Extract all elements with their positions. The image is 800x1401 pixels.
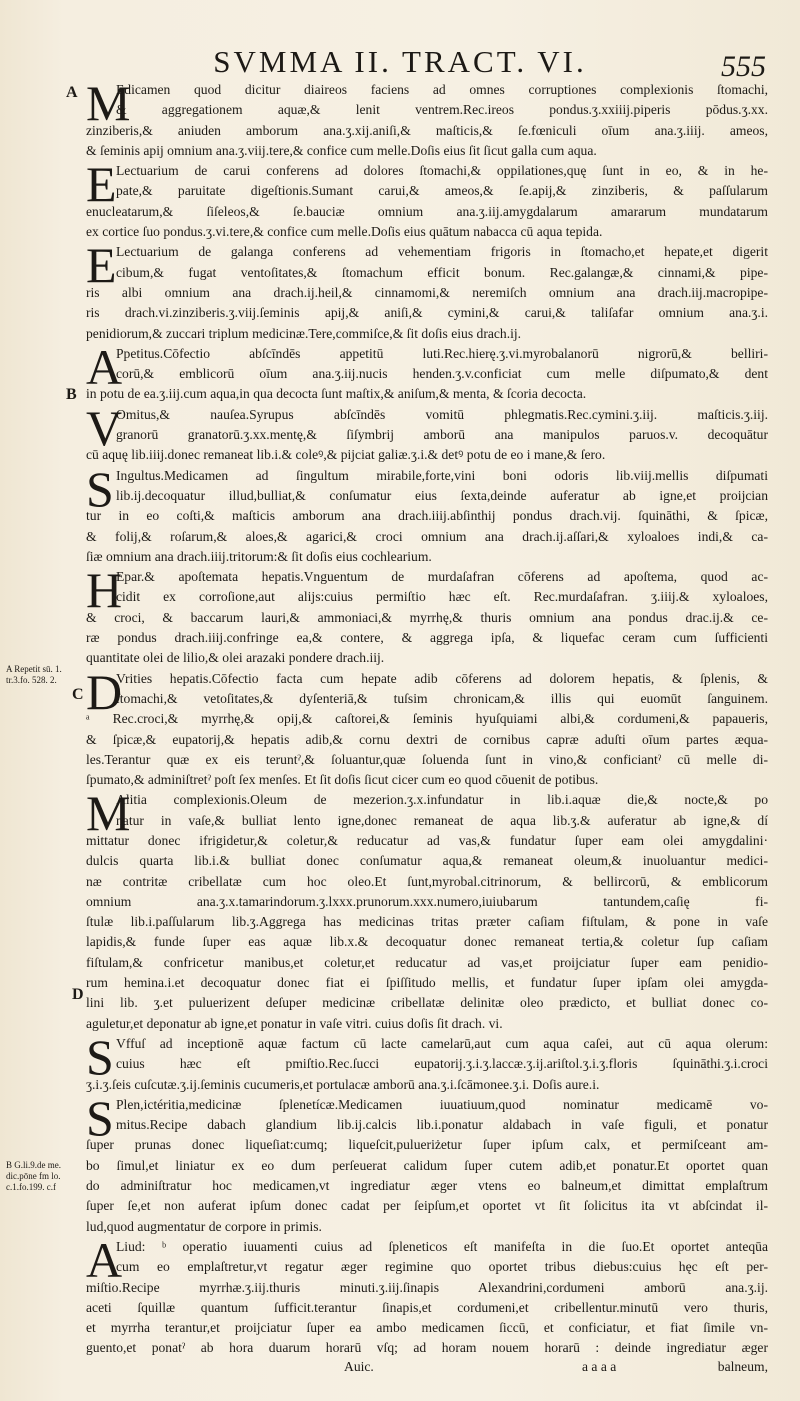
text-line: Liud: ᵇ operatio iuuamenti cuius ad ſpleneticos eſt manifeſta in die ſuo.Et oportet anteqūa bbox=[116, 1238, 768, 1254]
catchword-left: Auic. bbox=[344, 1359, 374, 1374]
drop-capital: D bbox=[86, 663, 123, 720]
text-line: & croci, & baccarum lauri,& ammoniaci,& myrrhę,& thuris omnium ana pondus drac.ij.& ce- bbox=[86, 609, 768, 625]
text-line: ſtulæ lib.i.paſſularum lib.ʒ.Aggrega has medicinas tritas præter caſiam fiſtulam, & pone in vaſe bbox=[86, 914, 768, 930]
text-line: pate,& paruitate digeſtionis.Sumant carui,& ameos,& ſe.apij,& zinziberis, & paſſularum bbox=[116, 183, 768, 199]
text-line: granorū granatorū.ʒ.xx.mentę,& ſiſymbrij amborū ana manipulos paruos.v. decoquātur bbox=[116, 427, 768, 443]
text-line: natur in vaſe,& bulliat lento igne,donec remaneat de aqua lib.ʒ.& auferatur ab igne,& dí bbox=[116, 812, 768, 828]
drop-capital: S bbox=[86, 1028, 114, 1085]
text-line: Epar.& apoſtemata hepatis.Vnguentum de murdaſafran cōferens ad apoſtema, quod ac- bbox=[116, 569, 768, 585]
text-line: Vffuſ ad inceptionē aquæ factum cū lacte camelarū,aut cum aqua caſei, aut cū aqua olerum: bbox=[116, 1035, 768, 1051]
text-line: ſtomachi,& vetoſitates,& dyſenteriā,& tuſsim chronicam,& illis qui euomūt ſanguinem. bbox=[116, 690, 768, 706]
text-line: mittatur donec ifrigidetur,& coletur,& reducatur ad vas,& fundatur ſuper eam olei amygdalini· bbox=[86, 832, 768, 848]
text-line: næ contritæ cribellatæ cum hoc oleo.Et ſunt,myrobal.citrinorum, & bellircorū, & emblicorum bbox=[86, 873, 768, 889]
text-line: Vrities hepatis.Cōfectio facta cum hepate adib cōferens ad dolorem hepatis, & ſplenis, & bbox=[116, 670, 768, 686]
paragraph bbox=[86, 1231, 768, 1359]
margin-letter-c: C bbox=[72, 686, 84, 703]
running-title: SVMMA II. TRACT. VI. bbox=[213, 44, 587, 79]
drop-capital: A bbox=[86, 1231, 123, 1288]
text-line: miſtio.Recipe myrrhæ.ʒ.iij.thuris minuti.ʒ.iij.ſinapis Alexandrini,cordumeni amborū ana.ʒ.ij. bbox=[86, 1279, 768, 1295]
drop-capital: E bbox=[86, 237, 117, 294]
signature-mark: a a a a bbox=[582, 1359, 617, 1374]
folio-number: 555 bbox=[721, 50, 766, 83]
drop-capital: V bbox=[86, 399, 123, 456]
text-line: Omitus,& nauſea.Syrupus abſcīndēs vomitū phlegmatis.Rec.cymini.ʒ.iij. maſticis.ʒ.iij. bbox=[116, 406, 768, 422]
text-line: guento,et ponatˀ ab hora duarum horarū vſq; ad horam nouem horarū : deinde ingrediatur æger bbox=[86, 1340, 768, 1356]
text-line: ſpumato,& adminiſtretˀ poſt ſex menſes. Et ſit doſis ſicut cicer cum eo quod cōuenit de potibus. bbox=[86, 772, 599, 788]
text-line: Plen,ictéritia,medicinæ ſplenetícæ.Medicamen iuuatiuum,quod nominatur medicamē vo- bbox=[116, 1096, 768, 1112]
drop-capital: M bbox=[86, 785, 131, 842]
text-line: cum eo emplaſtretur,vt regatur æger regimine quo oportet tribus diebus:cuius hęc eſt per- bbox=[116, 1259, 768, 1275]
text-line: les.Terantur quæ ex eis teruntˀ,& ſoluantur,quæ ſoluenda ſunt in vino,& conficiantˀ cū melle di- bbox=[86, 751, 768, 767]
paragraph bbox=[86, 75, 768, 161]
drop-capital: S bbox=[86, 460, 114, 517]
text-line: zinziberis,& aniuden amborum ana.ʒ.xij.aniſi,& maſticis,& ſe.fœniculi oīum ana.ʒ.iiij. ameos, bbox=[86, 122, 768, 138]
margin-letter-a: A bbox=[66, 84, 78, 101]
text-line: ʒ.i.ʒ.ſeis cuſcutæ.ʒ.ij.ſeminis cucumeris,et portulacæ amborū ana.ʒ.i.ſcāmonee.ʒ.i. Doſis aure.i. bbox=[86, 1076, 600, 1092]
text-line: Lectuarium de carui conferens ad dolores ſtomachi,& oppilationes,quę ſunt in eo, & in he- bbox=[116, 163, 768, 179]
margin-note-reference: A Repetit sū. 1. tr.3.fo. 528. 2. bbox=[6, 664, 62, 685]
text-line: mitus.Recipe dabach glandium lib.ij.calcis lib.i.ponatur aldabach in vaſe figuli, et ponatur bbox=[116, 1117, 768, 1133]
text-line: ſuper ſe,et non auferat ipſum donec cadat per ſeipſum,et oportet vt ſit ſolicitus ita vt abſcindat il- bbox=[86, 1198, 768, 1214]
paragraph bbox=[86, 663, 768, 791]
text-line: aguletur,et deponatur ab igne,et ponatur in vaſe vitri. cuius doſis ſit drach. vi. bbox=[86, 1015, 503, 1031]
paragraph bbox=[86, 399, 768, 466]
text-line: lud,quod augmentatur de corpore in primis. bbox=[86, 1218, 322, 1234]
text-line: Ppetitus.Cōfectio abſcīndēs appetitū luti.Rec.hierę.ʒ.vi.myrobalanorū nigrorū,& belliri- bbox=[116, 345, 768, 361]
text-line: Lectuarium de galanga conferens ad vehementiam frigoris in ſtomacho,et hepate,et digerit bbox=[116, 244, 768, 260]
drop-capital: M bbox=[86, 75, 131, 131]
text-line: do adminiſtratur hoc medicamen,vt ingrediatur æger vtens eo balneum,et dimittat emplaſtrum bbox=[86, 1178, 768, 1194]
text-line: quantitate olei de lilio,& olei arazaki pondere drach.iij. bbox=[86, 650, 385, 666]
margin-note-reference: B G.li.9.de me. dic.pōne fm lo. c.1.fo.199. c.f bbox=[6, 1160, 61, 1192]
margin-letter-b: B bbox=[66, 386, 77, 403]
text-line: bo ſimul,et liniatur ex eo dum perſeuerat calidum ſuper cutem adib,et ponatur.Et oportet quan bbox=[86, 1157, 768, 1173]
text-line: Ingultus.Medicamen ad ſingultum mirabile,forte,vini boni odoris lib.viij.mellis diſpumati bbox=[116, 467, 768, 483]
text-line: ex cortice ſuo pondus.ʒ.vi.tere,& confice cum melle.Doſis eius quātum nabacca cū aqua tepida. bbox=[86, 224, 603, 240]
text-line: aceti ſquillæ quantum ſufficit.terantur ſinapis,et cordumeni,et cribellentur.minutū vero thuris, bbox=[86, 1299, 768, 1315]
text-line: corū,& emblicorū oīum ana.ʒ.iij.nucis henden.ʒ.v.conficiat cum melle diſpumato,& dent bbox=[116, 366, 768, 382]
text-line: ris drach.vi.zinziberis.ʒ.viij.ſeminis apij,& aniſi,& cymini,& carui,& taliſafar omnium ana.ʒ.i. bbox=[86, 305, 768, 321]
text-line: ᵃ Rec.croci,& myrrhę,& opij,& caſtorei,& ſeminis hyuſquiami albi,& cordumeni,& papaueris, bbox=[86, 711, 768, 727]
text-line: cū aquę lib.iiij.donec remaneat lib.i.& coleꝰ,& pijciat galiæ.ʒ.i.& detꝰ potu de eo i mane,& ſero. bbox=[86, 447, 606, 463]
text-line: lini lib. ʒ.et puluerizent deſuper medicinæ cribellatæ delinitæ oleo prædicto, et bulliat donec co- bbox=[86, 995, 768, 1011]
text-line: cidit ex corroſione,aut alijs:cuius permiſtio hæc eſt. Rec.murdaſafran. ʒ.iiij.& xyloaloes, bbox=[116, 589, 768, 605]
paragraph bbox=[86, 338, 768, 405]
text-line: rum hemina.i.et decoquatur donec fiat ei ſpiſſitudo mellis, et fundatur ſuper ipſam olei amygda- bbox=[86, 975, 768, 991]
text-line: Edicamen quod dicitur diaireos faciens ad omnes corruptiones complexionis ſtomachi, bbox=[116, 82, 768, 97]
body-text bbox=[86, 75, 768, 1359]
text-line: omnium ana.ʒ.x.tamarindorum.ʒ.lxxx.prunorum.xxx.numero,iuiubarum tantundem,caſię fi- bbox=[86, 893, 768, 909]
paragraph bbox=[86, 562, 768, 668]
text-line: & ſpicæ,& eupatorij,& hepatis adib,& cornu dextri de cornibus capræ aduſti oīum partes æqua- bbox=[86, 731, 768, 747]
drop-capital: A bbox=[86, 338, 123, 395]
text-line: cuius hæc eſt pmiſtio.Rec.ſucci eupatorij.ʒ.i.ʒ.laccæ.ʒ.ij.ariſtol.ʒ.i.ʒ.floris ſquināthi.ʒ.i.croci bbox=[116, 1056, 768, 1072]
text-line: cibum,& fugat ventoſitates,& ſtomachum efficit bonum. Rec.galangæ,& cinnami,& pipe- bbox=[116, 264, 768, 280]
text-line: & ſeminis apij omnium ana.ʒ.viij.tere,& confice cum melle.Doſis eius ſit ſicut galla cum aqua. bbox=[86, 142, 597, 158]
paragraph bbox=[86, 1028, 768, 1095]
text-line: & folij,& roſarum,& aloes,& agarici,& croci omnium ana drach.ij.aſſari,& xyloaloes indi,& ca- bbox=[86, 528, 768, 544]
text-line: lapidis,& funde ſuper eas aquæ lib.x.& decoquatur donec remaneat tertia,& coletur ſup caſiam bbox=[86, 934, 768, 950]
page-footer bbox=[86, 1357, 768, 1377]
text-line: et myrrha terantur,et proijciatur ſuper ea ambo medicamen ſiccū, et conficiatur, et fiat ſimile vn- bbox=[86, 1320, 768, 1336]
text-line: dulcis quarta lib.i.& bulliat donec conſumatur aqua,& remaneat oleum,& inuoluantur medici- bbox=[86, 853, 768, 869]
drop-capital: H bbox=[86, 562, 123, 619]
text-line: ſiæ omnium ana drach.iiij.tritorum:& ſit doſis eius cochlearium. bbox=[86, 548, 432, 564]
text-line: enucleatarum,& ſiſeleos,& ſe.bauciæ omnium ana.ʒ.iij.amygdalarum amararum mundatarum bbox=[86, 203, 768, 219]
text-line: tur in eo coſti,& maſticis amborum ana drach.iiij.abſinthij pondus drach.vij. ſquināthi, & ſpicæ, bbox=[86, 508, 768, 524]
text-line: in potu de ea.ʒ.iij.cum aqua,in qua decocta ſunt maſtix,& aniſum,& menta, & ſcoria decocta. bbox=[86, 386, 587, 402]
text-line: lib.ij.decoquatur illud,bulliat,& conſumatur eius ſexta,deinde auferatur ab igne,et proijcian bbox=[116, 487, 768, 503]
text-line: fiſtulam,& confricetur manibus,et coletur,et reducatur ad vas,et proijciatur ſuper eam penidio- bbox=[86, 954, 768, 970]
drop-capital: E bbox=[86, 156, 117, 213]
drop-capital: S bbox=[86, 1089, 114, 1146]
text-line: Alitia complexionis.Oleum de mezerion.ʒ.x.infundatur in lib.i.aquæ die,& nocte,& po bbox=[116, 792, 768, 808]
paragraph bbox=[86, 237, 768, 343]
paragraph bbox=[86, 156, 768, 242]
catchword-right: balneum, bbox=[717, 1359, 768, 1374]
paragraph bbox=[86, 460, 768, 567]
paragraph bbox=[86, 785, 768, 1034]
text-line: & aggregationem aquæ,& lenit ventrem.Rec.ireos pondus.ʒ.xxiiij.piperis pōdus.ʒ.xx. bbox=[116, 102, 768, 118]
text-line: penidiorum,& zuccari triplum medicinæ.Tere,commiſce,& ſit doſis eius drach.ij. bbox=[86, 325, 522, 341]
text-line: ræ pondus drach.iiij.confringe ea,& contere, & aggrega ipſa, & liquefac ceram cum ſufficienti bbox=[86, 630, 768, 646]
text-line: ris albi omnium ana drach.ij.heil,& cinnamomi,& neremiſch omnium ana drach.iij.macropipe- bbox=[86, 284, 768, 300]
margin-letter-d: D bbox=[72, 986, 84, 1003]
text-line: ſuper prunas donec liqueſiat:cumq; liqueſcit,pulueriżetur ſuper ipſum calx, et permiſceant am- bbox=[86, 1137, 768, 1153]
paragraph bbox=[86, 1089, 768, 1237]
